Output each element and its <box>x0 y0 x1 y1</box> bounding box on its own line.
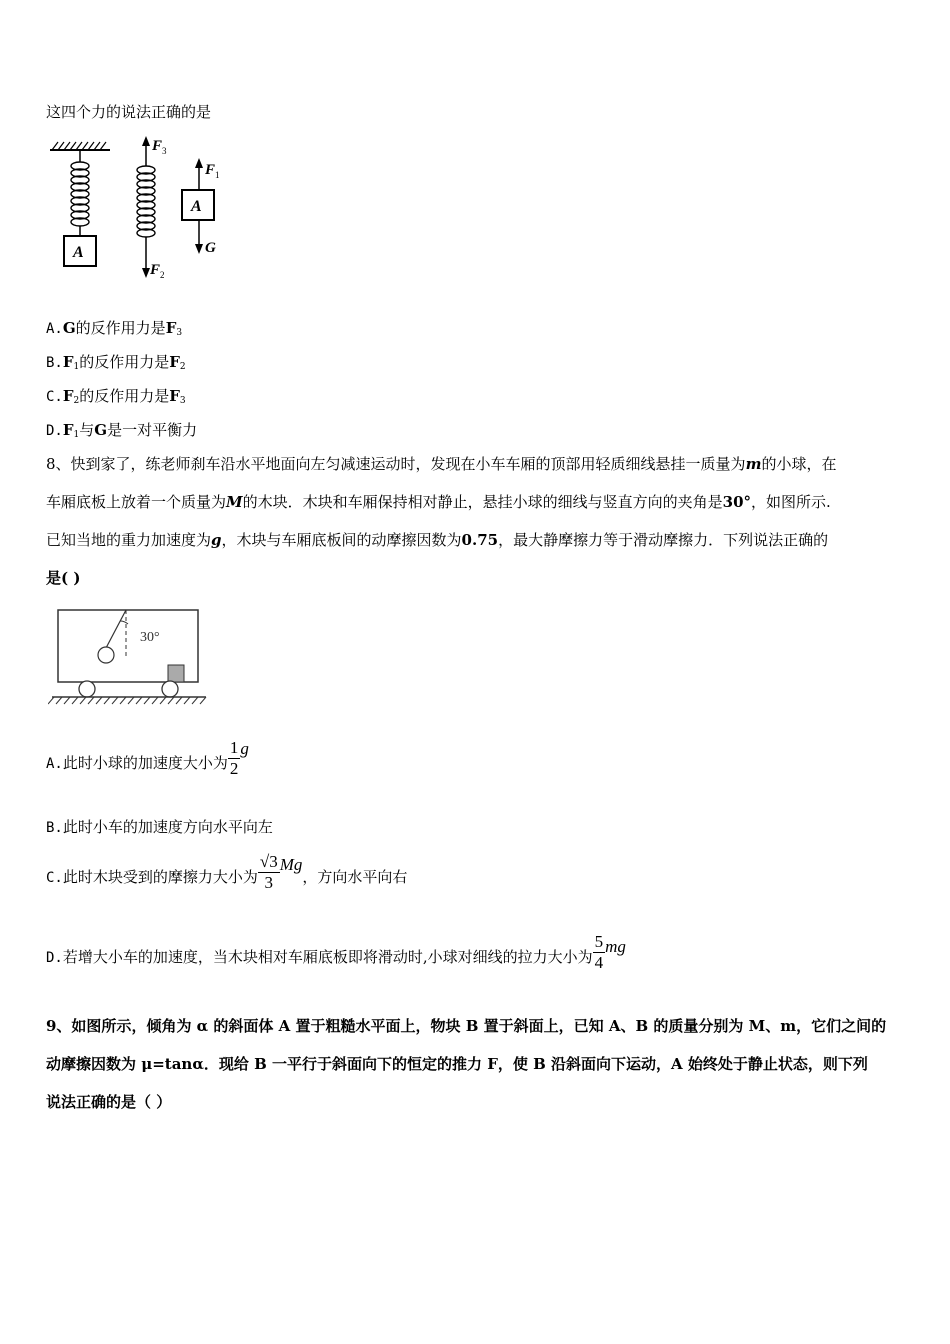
f3-label: F <box>152 138 163 154</box>
intro-text: 这四个力的说法正确的是 <box>46 103 212 121</box>
f2-sub: 2 <box>160 270 165 280</box>
q9-stem-line3: 说法正确的是（ ） <box>46 1093 172 1111</box>
f3-sub: 3 <box>162 146 167 156</box>
q8-option-c[interactable]: C.此时木块受到的摩擦力大小为 $\frac{√3}{3}$ Mg，方向水平向右 <box>46 852 408 892</box>
q8-stem-line3: 已知当地的重力加速度为g，木块与车厢底板间的动摩擦因数为0.75，最大静摩擦力等于滑动摩擦力．下列说法正确的 <box>46 531 829 549</box>
cart-pendulum-figure <box>48 604 218 708</box>
q7-option-a[interactable]: A.G的反作用力是$F_3$ <box>46 319 183 338</box>
q8-option-b[interactable]: B.此时小车的加速度方向水平向左 <box>46 818 273 836</box>
block-label: A <box>73 244 84 261</box>
q8-stem-line2: 车厢底板上放着一个质量为M的木块．木块和车厢保持相对静止，悬挂小球的细线与竖直方向的夹角是30°，如图所示. <box>46 493 831 511</box>
q9-stem-line1: 9、如图所示，倾角为 α 的斜面体 A 置于粗糙水平面上，物块 B 置于斜面上，已知 A、B 的质量分别为 M、m，它们之间的 <box>46 1017 887 1035</box>
q7-option-c[interactable]: $C.F_2$的反作用力是$F_3$ <box>46 387 186 406</box>
angle-label: 30° <box>140 630 160 645</box>
q8-stem-line1: 8、快到家了，练老师刹车沿水平地面向左匀减速运动时，发现在小车车厢的顶部用轻质细线悬挂一质量为m的小球，在 <box>46 455 837 473</box>
f2-label: F <box>150 262 161 278</box>
q7-option-d[interactable]: $D.F_1$与G是一对平衡力 <box>46 421 198 440</box>
fbd-block-label: A <box>191 198 202 215</box>
q8-option-a[interactable]: A.此时小球的加速度大小为 $\frac{1}{2}$ g <box>46 738 249 778</box>
q7-option-b[interactable]: $B.F_1$的反作用力是$F_2$ <box>46 353 186 372</box>
f1-label: F <box>205 162 216 178</box>
q8-stem-line4: 是( ) <box>46 569 81 587</box>
q9-stem-line2: 动摩擦因数为 μ=tanα．现给 B 一平行于斜面向下的恒定的推力 F，使 B 沿斜面向下运动，A 始终处于静止状态，则下列 <box>46 1055 868 1073</box>
f1-sub: 1 <box>215 170 220 180</box>
g-label: G <box>205 240 216 256</box>
spring-force-figure <box>44 136 244 286</box>
q8-option-d[interactable]: D.若增大小车的加速度，当木块相对车厢底板即将滑动时,小球对细线的拉力大小为 $\frac{5}{4}$ mg <box>46 932 626 972</box>
